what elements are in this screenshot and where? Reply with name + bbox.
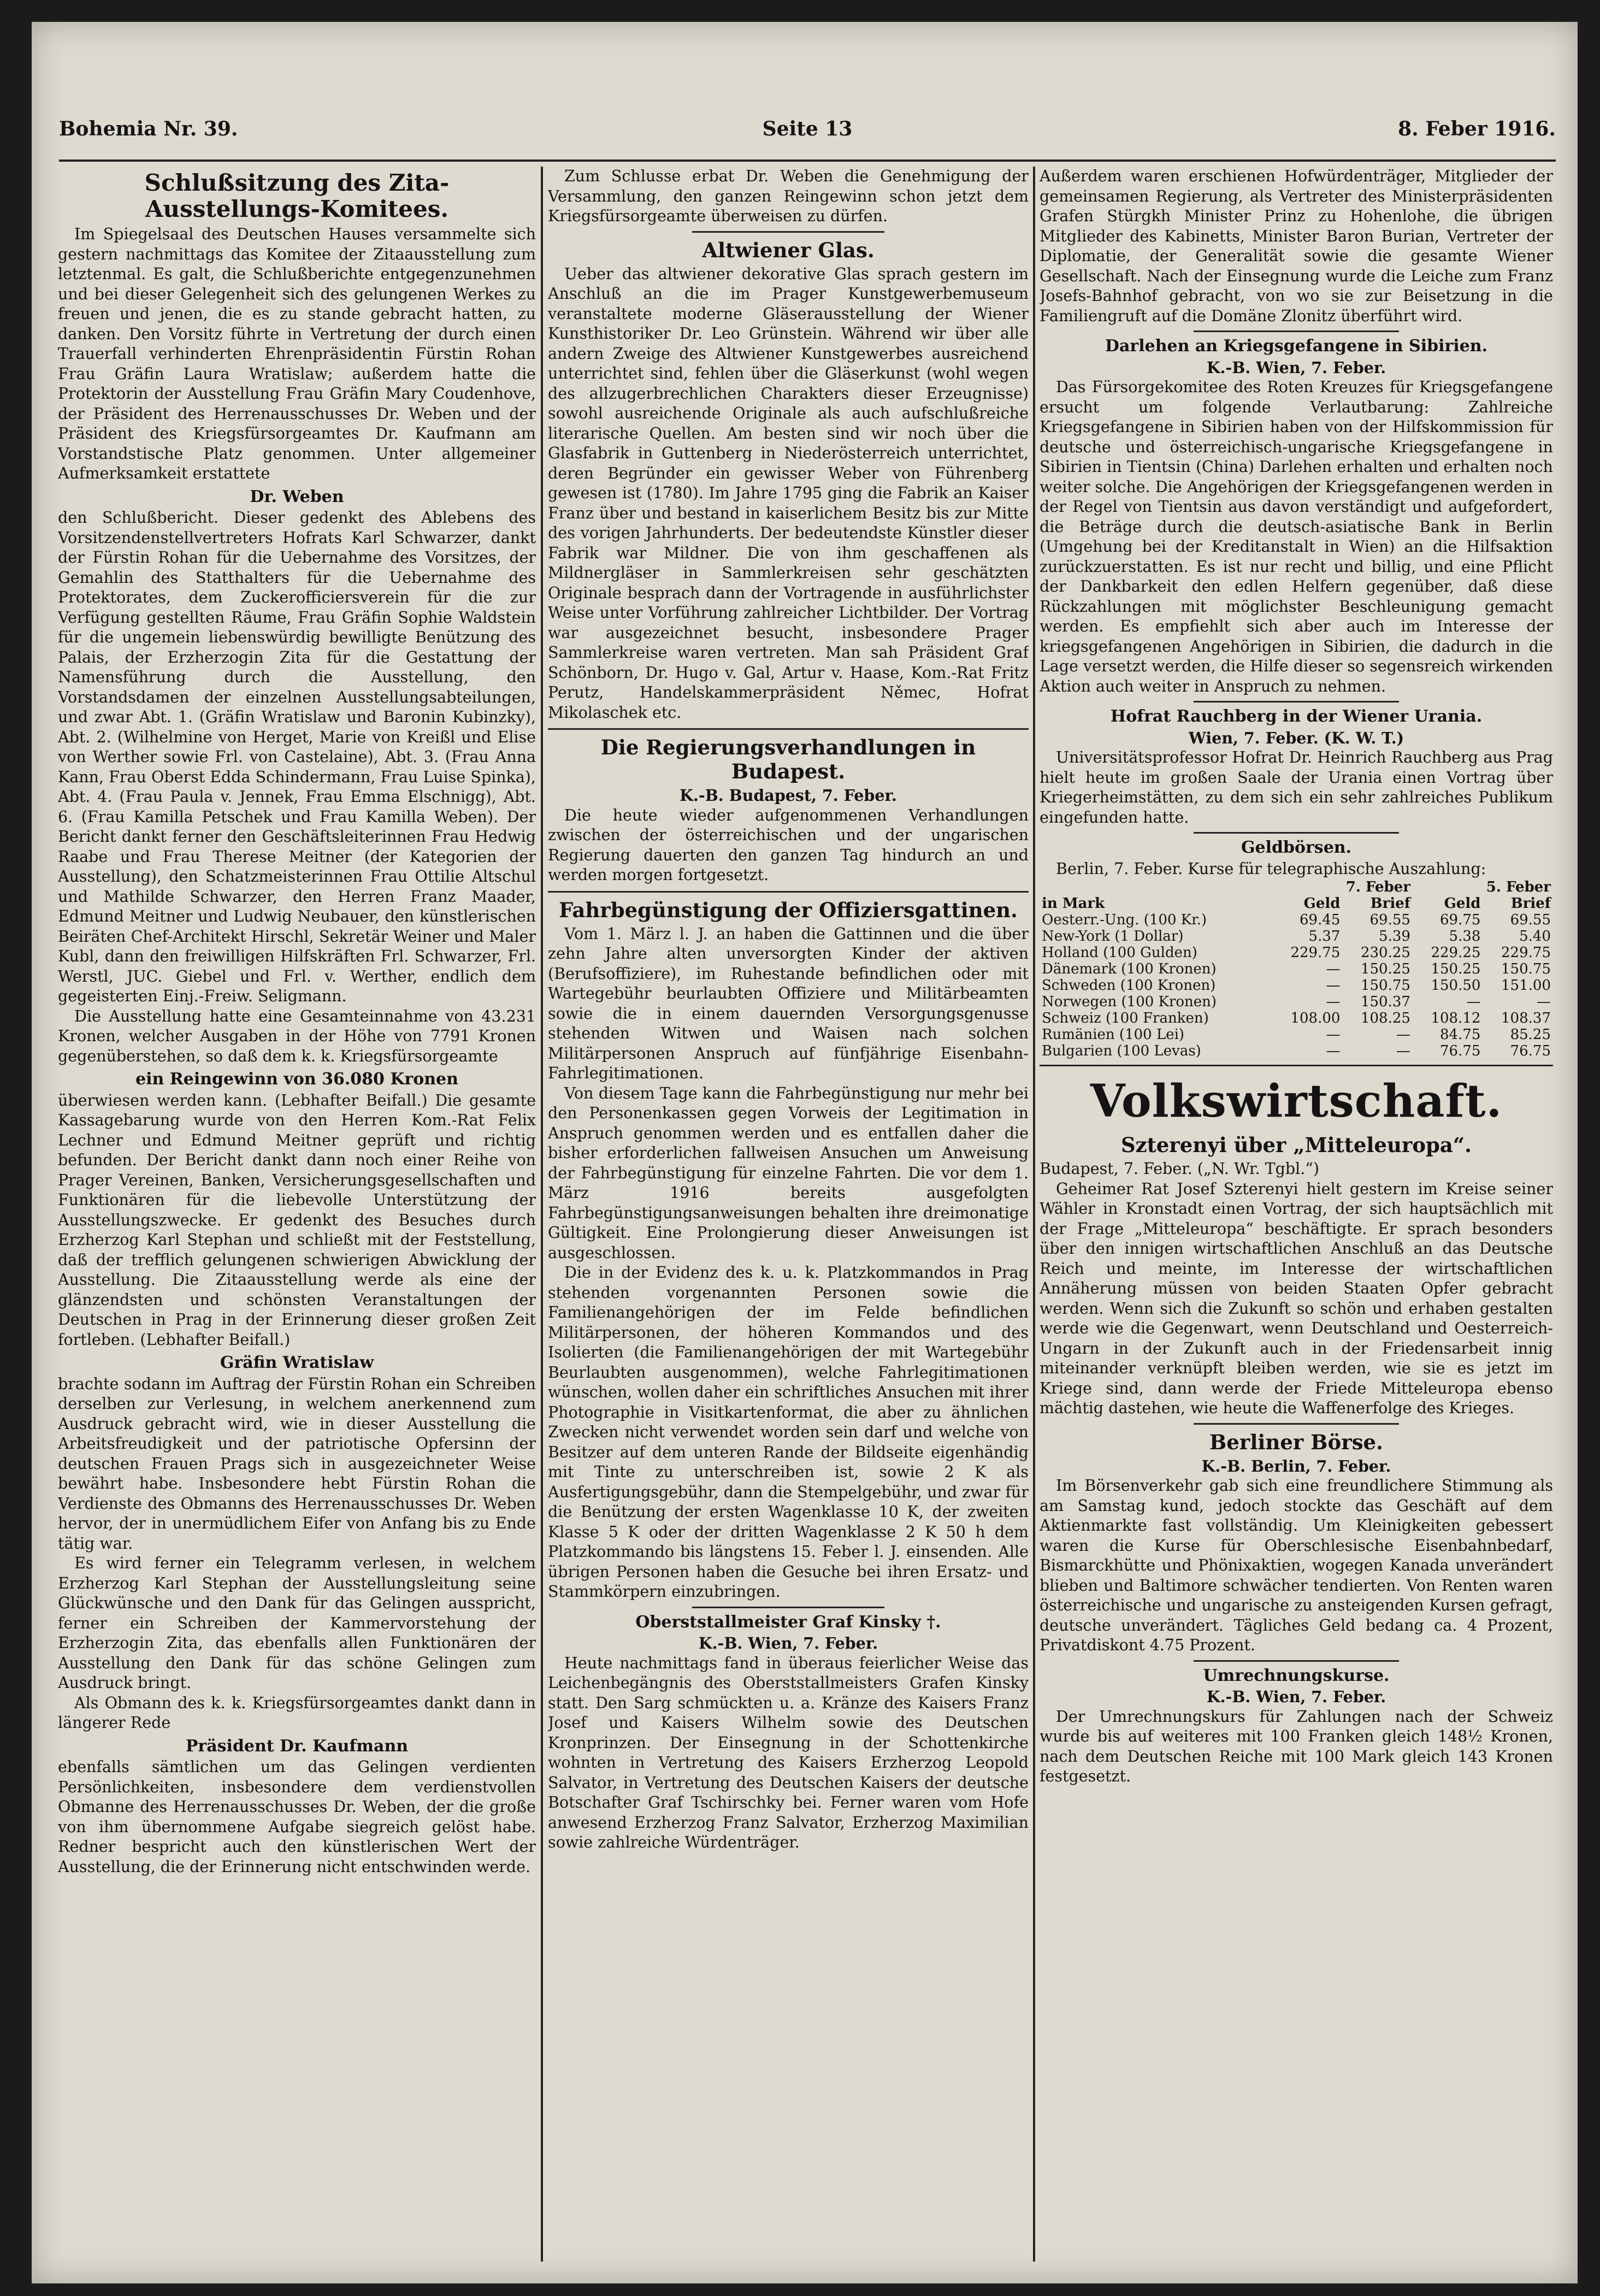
rate-value: — xyxy=(1396,1026,1410,1043)
rate-value: 69.55 xyxy=(1510,912,1551,928)
date-column-header: 7. Feber xyxy=(1345,879,1410,895)
article-paragraph: Universitätsprofessor Hofrat Dr. Heinrich Rauchberg aus Prag hielt heute im großen Saale der Urania einen Vortrag über Kriegerheimstätten, zu dem sich ein sehr zahlreiches Publikum eingefunden hatte. xyxy=(1040,748,1553,827)
dateline: Wien, 7. Feber. (K. W. T.) xyxy=(1188,728,1404,747)
rates-intro: Berlin, 7. Feber. Kurse für telegraphische Auszahlung: xyxy=(1056,859,1486,878)
masthead-issue: Bohemia Nr. 39. xyxy=(59,117,238,140)
rate-row xyxy=(1040,1026,1553,1043)
divider xyxy=(692,231,884,233)
divider xyxy=(1194,832,1399,834)
divider xyxy=(1194,1660,1399,1662)
unit-label: in Mark xyxy=(1042,895,1105,912)
rate-row xyxy=(1040,1043,1553,1059)
article-title: Altwiener Glas. xyxy=(702,238,875,262)
rate-row xyxy=(1040,912,1553,928)
rate-value: 230.25 xyxy=(1360,945,1410,961)
rate-row xyxy=(1040,994,1553,1010)
dateline: K.-B. Wien, 7. Feber. xyxy=(1206,1687,1386,1706)
rate-value: 5.38 xyxy=(1449,928,1481,945)
currency-name: New-York (1 Dollar) xyxy=(1042,928,1184,945)
article-paragraph: Es wird ferner ein Telegramm verlesen, in welchem Erzherzog Karl Stephan der Ausstellungsleitung seine Glückwünsche und den Dank für das Gelingen ausspricht, ferner ein Schreiben der Kammervorstehung der Erzherzogin Zita, das ebenfalls allen Funktionären der Ausstellung den Dank für das schöne Gelingen zum Ausdruck bringt. xyxy=(58,1554,536,1692)
article-paragraph: Heute nachmittags fand in überaus feierlicher Weise das Leichenbegängnis des Oberststallmeisters Grafen Kinsky statt. Den Sarg schmückten u. a. Kränze des Kaisers Franz Josef und Kaisers Wilhelm sowie des Deutschen Kronprinzen. Der Einsegnung in der Schottenkirche wohnten in Vertretung des Kaisers Erzherzog Leopold Salvator, in Vertretung des Deutschen Kaisers der deutsche Botschafter Graf Tschirschky bei. Ferner waren vom Hofe anwesend Erzherzog Franz Salvator, Erzherzog Maximilian sowie zahlreiche Würdenträger. xyxy=(548,1654,1029,1851)
rate-value: 69.75 xyxy=(1440,912,1481,928)
speaker-heading: Präsident Dr. Kaufmann xyxy=(185,1736,409,1756)
rate-value: 108.12 xyxy=(1431,1010,1481,1026)
article-paragraph: Zum Schlusse erbat Dr. Weben die Genehmigung der Versammlung, den ganzen Reingewinn schon jetzt dem Kriegsfürsorgeamte überweisen zu dürfen. xyxy=(548,167,1029,225)
brief-header: Brief xyxy=(1510,895,1551,912)
rate-value: 76.75 xyxy=(1510,1043,1551,1059)
rate-value: 150.50 xyxy=(1431,977,1481,994)
newspaper-page xyxy=(32,22,1578,2283)
rate-row xyxy=(1040,1010,1553,1026)
article-title: Darlehen an Kriegsgefangene in Sibirien. xyxy=(1105,337,1488,356)
rate-value: — xyxy=(1537,994,1551,1010)
header-rule xyxy=(59,160,1556,162)
article-title: Szterenyi über „Mitteleuropa“. xyxy=(1120,1133,1472,1157)
article-title: Hofrat Rauchberg in der Wiener Urania. xyxy=(1110,707,1483,726)
page-number: Seite 13 xyxy=(762,117,853,140)
article-paragraph: Die heute wieder aufgenommenen Verhandlungen zwischen der österreichischen und der ungarischen Regierung dauerten den ganzen Tag hindurch an und werden morgen fortgesetzt. xyxy=(548,806,1029,884)
rate-row xyxy=(1040,961,1553,977)
currency-name: Bulgarien (100 Levas) xyxy=(1042,1043,1201,1059)
dateline: K.-B. Wien, 7. Feber. xyxy=(1206,358,1386,377)
article-title: Oberststallmeister Graf Kinsky †. xyxy=(635,1612,941,1632)
rate-value: 229.75 xyxy=(1501,945,1551,961)
article-paragraph: Außerdem waren erschienen Hofwürdenträger, Mitglieder der gemeinsamen Regierung, als Vertreter des Ministerpräsidenten Grafen Stürgkh Minister Prinz zu Hohenlohe, die übrigen Mitglieder des Kabinetts, Minister Baron Burian, Vertreter der Diplomatie, der Generalität sowie die gesamte Wiener Gesellschaft. Nach der Einsegnung wurde die Leiche zum Franz Josefs-Bahnhof gebracht, von wo sie zur Beisetzung in die Familiengruft auf die Domäne Zlonitz überführt wird. xyxy=(1040,167,1553,325)
rate-value: — xyxy=(1326,1043,1341,1059)
speaker-heading: Dr. Weben xyxy=(250,487,344,506)
article-title: Berliner Börse. xyxy=(1209,1430,1383,1454)
divider xyxy=(548,891,1029,893)
rate-value: — xyxy=(1326,994,1341,1010)
rate-value: — xyxy=(1466,994,1481,1010)
article-paragraph: Geheimer Rat Josef Szterenyi hielt gestern im Kreise seiner Wähler in Kronstadt einen Vortrag, der sich hauptsächlich mit der Frage „Mitteleuropa“ beschäftigte. Er sprach besonders über den innigen wirtschaftlichen Anschluß an das Deutsche Reich und meinte, im Interesse der wirtschaftlichen Annäherung müssen von beiden Staaten Opfer gebracht werden. Wenn sich die Zukunft so schön und erhaben gestalten werde wie die Gegenwart, wenn Deutschland und Oesterreich-Ungarn in der Zukunft auch in der Friedensarbeit innig miteinander verknüpft bleiben werden, wie sie es jetzt im Kriege sind, dann werde der Friede Mitteleuropa ebenso mächtig dastehen, wie heute die Waffenerfolge des Krieges. xyxy=(1040,1179,1553,1417)
rate-value: 69.45 xyxy=(1300,912,1341,928)
date-column-header: 5. Feber xyxy=(1486,879,1551,895)
dateline: K.-B. Berlin, 7. Feber. xyxy=(1201,1456,1391,1475)
divider xyxy=(1194,1423,1399,1425)
rate-value: 108.25 xyxy=(1360,1010,1410,1026)
article-paragraph: ebenfalls sämtlichen um das Gelingen verdienten Persönlichkeiten, insbesondere dem verdienstvollen Obmanne des Herrenausschusses Dr. Weben, der die große von ihm übernommene Aufgabe siegreich gelöst habe. Redner bespricht auch den künstlerischen Wert der Ausstellung, die der Erinnerung nicht entschwinden werde. xyxy=(58,1758,536,1876)
rate-value: 151.00 xyxy=(1501,977,1551,994)
rate-value: 108.00 xyxy=(1290,1010,1341,1026)
rate-value: 85.25 xyxy=(1510,1026,1551,1043)
article-paragraph: den Schlußbericht. Dieser gedenkt des Ablebens des Vorsitzendenstellvertreters Hofrats Karl Schwarzer, dankt der Fürstin Rohan für die Uebernahme des Vorsitzes, der Gemahlin des Statthalters für die Uebernahme des Protektorates, dem Zuckerofficiersverein für die zur Verfügung gestellten Räume, Frau Gräfin Sophie Waldstein für die ungemein liebenswürdig bewilligte Benützung des Palais, der Erzherzogin Zita für die Gestattung der Namensführung durch die Ausstellung, den Vorstandsdamen der einzelnen Ausstellungsabteilungen, und zwar Abt. 1. (Gräfin Wratislaw und Baronin Kubinzky), Abt. 2. (Wilhelmine von Herget, Marie von Kreißl und Elise von Werther sowie Frl. von Castelaine), Abt. 3. (Frau Anna Kann, Frau Oberst Edda Schindermann, Frau Luise Spinka), Abt. 4. (Frau Paula v. Jennek, Frau Emma Elschnigg), Abt. 6. (Frau Kamilla Petschek und Frau Kamilla Weben). Der Bericht dankt ferner den Geschäftsleiterinnen Frau Hedwig Raabe und Frau Therese Meitner (der Kategorien der Ausstellung), den Schatzmeisterinnen Frau Ottilie Altschul und Mathilde Schwarzer, den Herren Franz Maader, Edmund Meitner und Ludwig Neubauer, den künstlerischen Beiräten Chef-Architekt Hirschl, Sekretär Weiner und Maler Kubl, dann den freiwilligen Hilfskräften Frl. Schwarzer, Frl. Werstl, JUC. Giebel und Frl. v. Werther, endlich dem gegeisterten Einj.-Freiw. Seligmann. xyxy=(58,509,536,1005)
rate-value: 5.37 xyxy=(1308,928,1341,945)
rate-value: 108.37 xyxy=(1501,1010,1551,1026)
currency-name: Schweiz (100 Franken) xyxy=(1042,1010,1209,1026)
rate-value: 150.25 xyxy=(1360,961,1410,977)
rate-value: — xyxy=(1326,961,1341,977)
rate-value: 150.37 xyxy=(1360,994,1410,1010)
column-3 xyxy=(1040,167,1553,2262)
divider xyxy=(1194,701,1399,703)
article-paragraph: Das Fürsorgekomitee des Roten Kreuzes für Kriegsgefangene ersucht um folgende Verlautbarung: Zahlreiche Kriegsgefangene in Sibirien haben von der Hilfskommission für deutsche und österreichisch-ungarische Kriegsgefangene in Sibirien in Tientsin (China) Darlehen erhalten und erhalten noch weiter solche. Die Angehörigen der Kriegsgefangenen werden in der Regel von Tientsin aus davon verständigt und aufgefordert, die Beträge durch die deutsch-asiatische Bank in Berlin (Umgehung bei der Kreditanstalt in Wien) an die Hilfsaktion zurückzuerstatten. Es ist nur recht und billig, und eine Pflicht der Dankbarkeit den edlen Helfern gegenüber, daß diese Rückzahlungen mit möglichster Beschleunigung gemacht werden. Es empfiehlt sich aber auch im Interesse der kriegsgefangenen Angehörigen in Sibirien, die dadurch in die Lage versetzt werden, die Hilfe dieser so segensreich wirkenden Aktion auch weiter in Anspruch zu nehmen. xyxy=(1040,378,1553,695)
dateline: Budapest, 7. Feber. („N. Wr. Tgbl.“) xyxy=(1040,1160,1319,1178)
rate-value: — xyxy=(1326,1026,1341,1043)
issue-date: 8. Feber 1916. xyxy=(1398,117,1556,140)
table-subheader-row xyxy=(1040,895,1553,912)
article-title: Umrechnungskurse. xyxy=(1203,1666,1390,1685)
rate-row xyxy=(1040,945,1553,961)
currency-name: Norwegen (100 Kronen) xyxy=(1042,994,1217,1010)
geld-header: Geld xyxy=(1444,895,1481,912)
rates-body xyxy=(1040,912,1553,1059)
article-paragraph: Im Spiegelsaal des Deutschen Hauses versammelte sich gestern nachmittags das Komitee der Zitaausstellung zum letztenmal. Es galt, die Schlußberichte entgegenzunehmen und bei dieser Gelegenheit sich des gelungenen Werkes zu freuen und jenen, die es zu stande gebracht hatten, zu danken. Den Vorsitz führte in Vertretung der durch einen Trauerfall verhinderten Ehrenpräsidentin Fürstin Rohan Frau Gräfin Laura Wratislaw; außerdem hatte die Protektorin der Ausstellung Frau Gräfin Mary Coudenhove, der Präsident des Herrenausschusses Dr. Weben und der Präsident des Kriegsfürsorgeamtes Dr. Kaufmann am Vorstandstische Platz genommen. Unter allgemeiner Aufmerksamkeit erstattete xyxy=(58,225,536,482)
currency-name: Dänemark (100 Kronen) xyxy=(1042,961,1217,977)
article-paragraph: Von diesem Tage kann die Fahrbegünstigung nur mehr bei den Personenkassen gegen Vorweis der Legitimation in Anspruch genommen werden und es entfallen daher die bisher erforderlichen fallweisen Ansuchen um Anweisung der Fahrbegünstigung für einzelne Fahrten. Die vor dem 1. März 1916 bereits ausgefolgten Fahrbegünstigungsanweisungen behalten ihre dreimonatige Gültigkeit. Eine Prolongierung dieser Anweisungen ist ausgeschlossen. xyxy=(548,1084,1029,1262)
rate-value: 76.75 xyxy=(1440,1043,1481,1059)
article-paragraph: Die in der Evidenz des k. u. k. Platzkommandos in Prag stehenden vorgenannten Personen sowie die Familienangehörigen der im Felde befindlichen Militärpersonen, der höheren Kommandos und des Isolierten (die Familienangehörigen der mit Wartegebühr Beurlaubten ausgenommen), welche Fahrlegitimationen wünschen, wollen daher ein schriftliches Ansuchen mit ihrer Photographie in Visitkartenformat, die aber zu ähnlichen Zwecken nicht verwendet worden sein darf und welche von Besitzer auf dem unteren Rande der Bildseite eigenhändig mit Tinte zu unterschreiben ist, sowie 2 K als Ausfertigungsgebühr, dann die Stempelgebühr, und zwar für die Benützung der ersten Wagenklasse 10 K, der zweiten Klasse 5 K oder der dritten Wagenklasse 2 K 50 h dem Platzkommando bis längstens 15. Feber l. J. einsenden. Alle übrigen Personen haben die Gesuche bei ihren Ersatz- und Stammkörpern einzubringen. xyxy=(548,1264,1029,1601)
section-heading: Volkswirtschaft. xyxy=(1090,1075,1503,1128)
rate-value: 229.25 xyxy=(1431,945,1481,961)
rate-value: 150.75 xyxy=(1360,977,1410,994)
article-title: Die Regierungsverhandlungen in Budapest. xyxy=(600,735,976,783)
article-paragraph: Ueber das altwiener dekorative Glas sprach gestern im Anschluß an die im Prager Kunstgewerbemuseum veranstaltete moderne Gläserausstellung der Wiener Kunsthistoriker Dr. Leo Grünstein. Während wir über alle andern Zweige des Altwiener Kunstgewerbes ausreichend unterrichtet sind, fehlen über die Gläserkunst (wohl wegen des allzugerbrechlichen Charakters dieser Erzeugnisse) sowohl ausreichende Originale als auch aufschlußreiche literarische Quellen. Am besten sind wir noch über die Glasfabrik in Guttenberg in Niederösterreich unterrichtet, deren Begründer ein gewisser Weber von Führenberg gewesen ist (1780). Im Jahre 1795 ging die Fabrik an Kaiser Franz über und bestand in kaiserlichem Besitz bis zur Mitte des vorigen Jahrhunderts. Der bedeutendste Künstler dieser Fabrik war Mildner. Die von ihm geschaffenen als Mildnergläser in Sammlerkreisen sehr geschätzten Originale besprach dann der Vortragende in ausführlichster Weise unter Vorführung zahlreicher Lichtbilder. Der Vortrag war ausgezeichnet besucht, insbesondere Prager Sammlerkreise waren vertreten. Man sah Präsident Graf Schönborn, Dr. Hugo v. Gal, Artur v. Haase, Kom.-Rat Fritz Perutz, Handelskammerpräsident Němec, Hofrat Mikolaschek etc. xyxy=(548,264,1029,722)
exchange-rates-table xyxy=(1040,879,1553,1059)
divider xyxy=(548,728,1029,730)
rate-value: 84.75 xyxy=(1440,1026,1481,1043)
article-title: Fahrbegünstigung der Offiziersgattinen. xyxy=(559,898,1018,922)
article-paragraph: Der Umrechnungskurs für Zahlungen nach der Schweiz wurde bis auf weiteres mit 100 Franken gleich 148½ Kronen, nach dem Deutschen Reiche mit 100 Mark gleich 143 Kronen festgesetzt. xyxy=(1040,1707,1553,1785)
article-paragraph: brachte sodann im Auftrag der Fürstin Rohan ein Schreiben derselben zur Verlesung, in welchem anerkennend zum Ausdruck gebracht wird, wie in dieser Ausstellung die Arbeitsfreudigkeit und der patriotische Opfersinn der deutschen Frauen Prags sich in ausgezeichneter Weise bewährt habe. Insbesondere hebt Fürstin Rohan die Verdienste des Obmanns des Herrenausschusses Dr. Weben hervor, der in unermüdlichem Eifer von Anfang bis zu Ende tätig war. xyxy=(58,1374,536,1553)
table-header-row xyxy=(1040,879,1553,895)
article-paragraph: Die Ausstellung hatte eine Gesamteinnahme von 43.231 Kronen, welcher Ausgaben in der Höhe von 7791 Kronen gegenüberstehen, so daß dem k. k. Kriegsfürsorgeamte xyxy=(58,1007,536,1065)
currency-name: Schweden (100 Kronen) xyxy=(1042,977,1216,994)
speaker-heading: Gräfin Wratislaw xyxy=(220,1353,374,1372)
geld-header: Geld xyxy=(1303,895,1341,912)
currency-name: Holland (100 Gulden) xyxy=(1042,945,1197,961)
rate-value: 229.75 xyxy=(1290,945,1341,961)
column-1 xyxy=(58,167,536,2262)
rate-row xyxy=(1040,977,1553,994)
article-paragraph: Im Börsenverkehr gab sich eine freundlichere Stimmung als am Samstag kund, jedoch stockte das Geschäft auf dem Aktienmarkte fast vollständig. Um Kleinigkeiten gebessert waren die Kurse für Oberschlesische Eisenbahnbedarf, Bismarckhütte und Phönixaktien, wogegen Kanada unverändert blieben und Baltimore schwächer tendierten. Von Renten waren österreichische und ungarische zu ansteigenden Kursen gefragt, deutsche unverändert. Tägliches Geld bedang ca. 4 Prozent, Privatdiskont 4.75 Prozent. xyxy=(1040,1477,1553,1654)
page-header xyxy=(59,117,1556,156)
rate-value: 5.39 xyxy=(1379,928,1410,945)
column-2 xyxy=(548,167,1029,2262)
article-title: Schlußsitzung des Zita-Ausstellungs-Komitees. xyxy=(144,169,450,222)
divider xyxy=(1194,330,1399,332)
article-paragraph: Vom 1. März l. J. an haben die Gattinnen und die über zehn Jahre alten unversorgten Kinder der aktiven (Berufsoffiziere), im Ruhestande befindlichen oder mit Wartegebühr beurlaubten Offiziere und Militärbeamten sowie die in einem dauernden Versorgungsgenusse stehenden Witwen und Waisen nach solchen Militärpersonen Anspruch auf fünfjährige Eisenbahn-Fahrlegitimationen. xyxy=(548,924,1029,1082)
column-rule xyxy=(541,167,543,2262)
subheading: ein Reingewinn von 36.080 Kronen xyxy=(135,1070,458,1089)
column-rule xyxy=(1033,167,1035,2262)
rate-value: 150.75 xyxy=(1501,961,1551,977)
divider xyxy=(692,1607,884,1608)
rate-row xyxy=(1040,928,1553,945)
rate-value: — xyxy=(1396,1043,1410,1059)
divider xyxy=(1040,1065,1553,1066)
article-paragraph: Als Obmann des k. k. Kriegsfürsorgeamtes dankt dann in längerer Rede xyxy=(58,1693,536,1732)
rate-value: 150.25 xyxy=(1431,961,1481,977)
rate-value: 5.40 xyxy=(1519,928,1551,945)
article-paragraph: überwiesen werden kann. (Lebhafter Beifall.) Die gesamte Kassagebarung wurde von den Herren Kom.-Rat Felix Lechner und Edmund Meitner geprüft und richtig befunden. Der Bericht dankt dann noch einer Reihe von Prager Vereinen, Banken, Versicherungsgesellschaften und Funktionären für die liebevolle Unterstützung der Ausstellungszwecke. Er gedenkt des Besuches durch Erzherzog Karl Stephan und schließt mit der Feststellung, daß der trefflich gelungenen schwierigen Abwicklung der Ausstellung. Die Zitaausstellung werde als eine der glänzendsten und schönsten Veranstaltungen der Deutschen in Prag in der Erinnerung dieser großen Zeit fortleben. (Lebhafter Beifall.) xyxy=(58,1091,536,1349)
brief-header: Brief xyxy=(1370,895,1410,912)
dateline: K.-B. Budapest, 7. Feber. xyxy=(680,786,897,805)
section-title: Geldbörsen. xyxy=(1241,838,1352,857)
rate-value: 69.55 xyxy=(1369,912,1410,928)
dateline: K.-B. Wien, 7. Feber. xyxy=(698,1634,878,1652)
currency-name: Oesterr.-Ung. (100 Kr.) xyxy=(1042,912,1207,928)
rate-value: — xyxy=(1326,977,1341,994)
currency-name: Rumänien (100 Lei) xyxy=(1042,1026,1185,1043)
